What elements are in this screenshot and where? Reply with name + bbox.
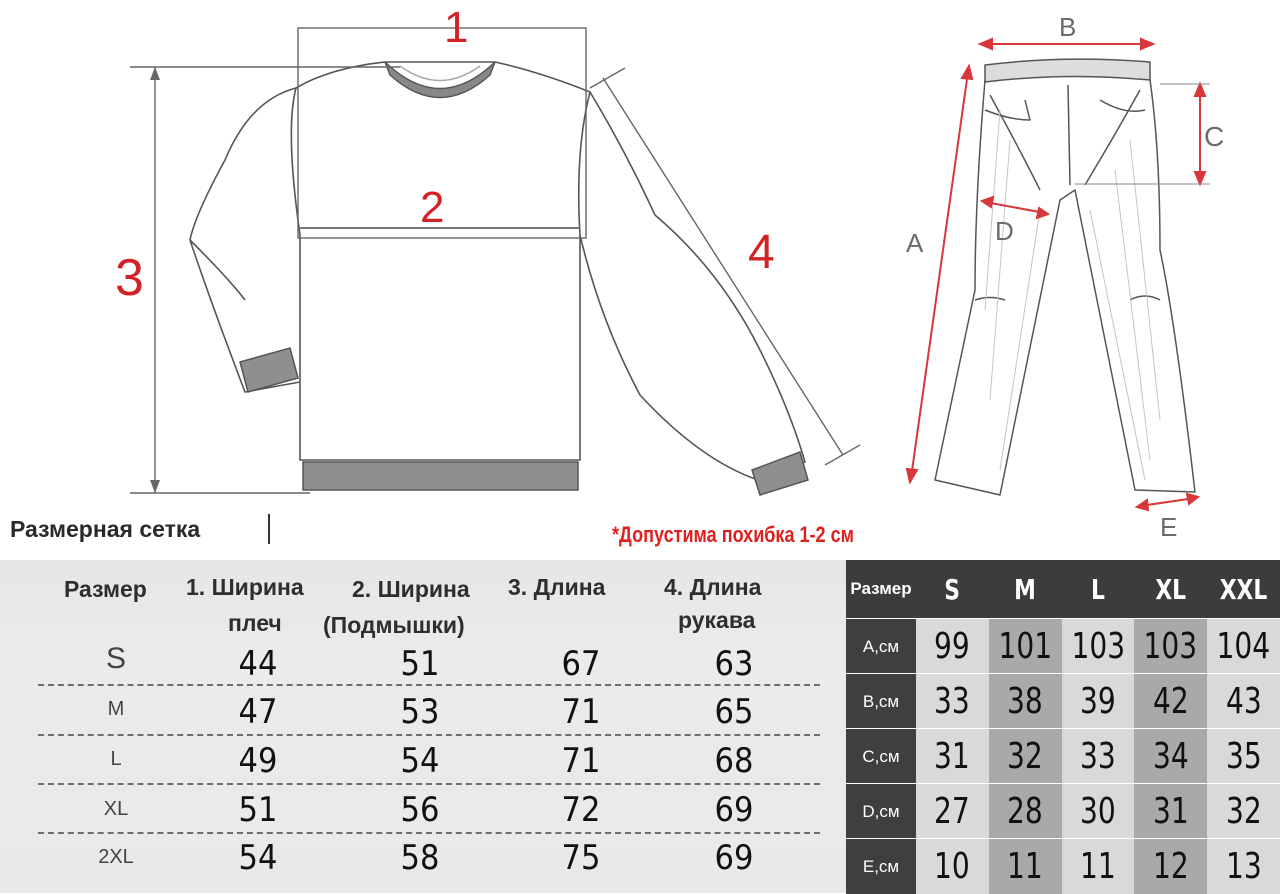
pants-cell: 12 <box>1134 838 1207 894</box>
pants-cell: 99 <box>916 618 989 674</box>
header-shoulder-line2: плеч <box>228 610 282 636</box>
sweater-diagram <box>0 0 860 505</box>
row-2xl-shoulder: 54 <box>238 838 278 878</box>
pants-cell: 10 <box>916 838 989 894</box>
row-s-armpit: 51 <box>400 644 440 684</box>
row-divider <box>38 783 820 785</box>
pants-cell: 27 <box>916 783 989 839</box>
pants-cell: 31 <box>916 728 989 784</box>
row-divider <box>38 734 820 736</box>
pants-cell: 104 <box>1207 618 1280 674</box>
label-a: A <box>906 228 924 258</box>
header-sleeve-line2: рукава <box>678 607 756 633</box>
label-2: 2 <box>420 183 445 232</box>
pants-cell: 34 <box>1134 728 1207 784</box>
row-s-size: S <box>105 642 126 675</box>
row-xl-size: XL <box>103 798 129 820</box>
tolerance-note: *Допустима похибка 1-2 см <box>612 522 854 547</box>
pants-cell: 13 <box>1207 838 1280 894</box>
pants-row-label: E,см <box>846 838 916 894</box>
header-sleeve-line1: 4. Длина <box>664 574 762 600</box>
title-divider <box>268 514 270 544</box>
row-2xl-sleeve: 69 <box>714 838 754 878</box>
row-l-size: L <box>110 748 122 770</box>
row-l-length: 71 <box>561 741 601 781</box>
pants-row-label: B,см <box>846 673 916 729</box>
row-xl-shoulder: 51 <box>238 790 278 830</box>
pants-cell: 11 <box>1062 838 1135 894</box>
sweater-size-table <box>0 560 848 893</box>
label-1: 1 <box>444 3 469 52</box>
row-divider <box>38 832 820 834</box>
pants-row-label: D,см <box>846 783 916 839</box>
row-2xl-size: 2XL <box>98 846 134 868</box>
label-c: C <box>1204 121 1225 152</box>
pants-cell: 38 <box>989 673 1062 729</box>
row-m-armpit: 53 <box>400 692 440 732</box>
row-l-shoulder: 49 <box>238 741 278 781</box>
pants-row-label: A,см <box>846 618 916 674</box>
row-l-armpit: 54 <box>400 741 440 781</box>
header-shoulder-line1: 1. Ширина <box>186 574 304 600</box>
row-2xl-armpit: 58 <box>400 838 440 878</box>
pants-header-xxl: XXL <box>1207 560 1280 618</box>
pants-cell: 43 <box>1207 673 1280 729</box>
pants-cell: 103 <box>1134 618 1207 674</box>
label-b: B <box>1059 12 1077 42</box>
pants-cell: 32 <box>989 728 1062 784</box>
label-d: D <box>995 216 1014 246</box>
row-l-sleeve: 68 <box>714 741 754 781</box>
row-s-shoulder: 44 <box>238 644 278 684</box>
row-m-size: M <box>107 698 125 720</box>
pants-cell: 39 <box>1062 673 1135 729</box>
header-length: 3. Длина <box>508 574 606 600</box>
row-2xl-length: 75 <box>561 838 601 878</box>
label-e: E <box>1160 512 1178 542</box>
pants-cell: 32 <box>1207 783 1280 839</box>
pants-row-label: C,см <box>846 728 916 784</box>
row-m-shoulder: 47 <box>238 692 278 732</box>
pants-cell: 33 <box>1062 728 1135 784</box>
header-armpit-line2: (Подмышки) <box>323 612 465 638</box>
row-m-sleeve: 65 <box>714 692 754 732</box>
row-xl-length: 72 <box>561 790 601 830</box>
row-m-length: 71 <box>561 692 601 732</box>
pants-cell: 31 <box>1134 783 1207 839</box>
pants-header-xl: XL <box>1134 560 1207 618</box>
pants-header-m: M <box>989 560 1062 618</box>
pants-diagram <box>880 0 1280 545</box>
table-title: Размерная сетка <box>10 516 201 542</box>
pants-size-table <box>846 560 1280 893</box>
row-xl-sleeve: 69 <box>714 790 754 830</box>
row-s-length: 67 <box>561 644 601 684</box>
pants-cell: 103 <box>1062 618 1135 674</box>
pants-cell: 101 <box>989 618 1062 674</box>
row-xl-armpit: 56 <box>400 790 440 830</box>
header-size: Размер <box>64 576 147 602</box>
pants-header-s: S <box>916 560 989 618</box>
pants-cell: 35 <box>1207 728 1280 784</box>
pants-cell: 11 <box>989 838 1062 894</box>
header-armpit-line1: 2. Ширина <box>352 576 470 602</box>
pants-header-size: Размер <box>846 560 916 618</box>
pants-cell: 33 <box>916 673 989 729</box>
pants-header-l: L <box>1062 560 1135 618</box>
pants-cell: 28 <box>989 783 1062 839</box>
label-4: 4 <box>748 226 775 279</box>
label-3: 3 <box>115 249 144 307</box>
row-divider <box>38 684 820 686</box>
pants-cell: 30 <box>1062 783 1135 839</box>
pants-cell: 42 <box>1134 673 1207 729</box>
row-s-sleeve: 63 <box>714 644 754 684</box>
